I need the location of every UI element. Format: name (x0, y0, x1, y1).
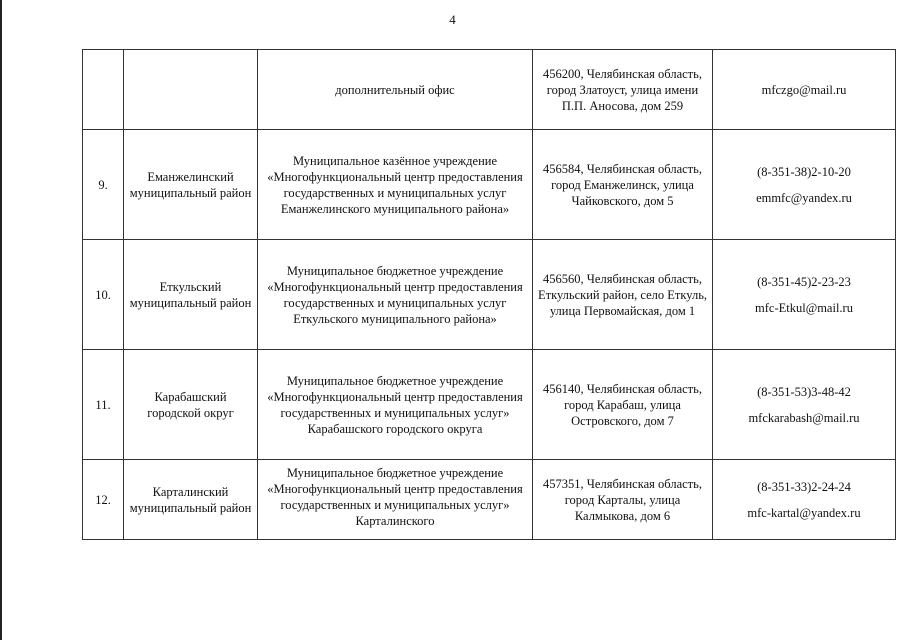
contacts-cell (713, 460, 896, 540)
phone-text: (8-351-45)2-23-23 (757, 274, 851, 289)
organization-cell: дополнительный офис (258, 50, 533, 130)
phone-text: (8-351-53)3-48-42 (757, 384, 851, 399)
phone-text: (8-351-33)2-24-24 (757, 479, 851, 494)
mfc-table (82, 49, 896, 540)
district-cell: Карталинский муниципальный район (124, 460, 258, 540)
contacts-cell (713, 130, 896, 240)
address-cell: 457351, Челябинская область, город Карталы, улица Калмыкова, дом 6 (533, 460, 713, 540)
email-text: mfckarabash@mail.ru (748, 410, 860, 425)
row-number: 10. (83, 240, 124, 350)
row-number: 9. (83, 130, 124, 240)
district-cell: Еткульский муниципальный район (124, 240, 258, 350)
table-row (83, 240, 896, 350)
row-number (83, 50, 124, 130)
district-cell: Еманжелинский муниципальный район (124, 130, 258, 240)
district-cell (124, 50, 258, 130)
email-text: emmfc@yandex.ru (756, 190, 852, 205)
address-cell: 456560, Челябинская область, Еткульский район, село Еткуль, улица Первомайская, дом 1 (533, 240, 713, 350)
row-number: 12. (83, 460, 124, 540)
phone-text: (8-351-38)2-10-20 (757, 164, 851, 179)
email-text: mfc-kartal@yandex.ru (747, 505, 861, 520)
organization-cell: Муниципальное казённое учреждение «Многофункциональный центр предоставления государственных и муниципальных услуг Еманжелинского муниципального района» (258, 130, 533, 240)
district-cell: Карабашский городской округ (124, 350, 258, 460)
email-text: mfc-Etkul@mail.ru (755, 300, 853, 315)
table-row (83, 350, 896, 460)
address-cell: 456200, Челябинская область, город Златоуст, улица имени П.П. Аносова, дом 259 (533, 50, 713, 130)
address-cell: 456584, Челябинская область, город Еманжелинск, улица Чайковского, дом 5 (533, 130, 713, 240)
organization-cell: Муниципальное бюджетное учреждение «Многофункциональный центр предоставления государственных и муниципальных услуг» Карталинского (258, 460, 533, 540)
table-row (83, 50, 896, 130)
contacts-cell (713, 50, 896, 130)
organization-cell: Муниципальное бюджетное учреждение «Многофункциональный центр предоставления государственных и муниципальных услуг» Карабашского городского округа (258, 350, 533, 460)
contacts-cell (713, 350, 896, 460)
contacts-cell (713, 240, 896, 350)
page-number: 4 (449, 12, 456, 27)
organization-cell: Муниципальное бюджетное учреждение «Многофункциональный центр предоставления государственных и муниципальных услуг Еткульского муниципального района» (258, 240, 533, 350)
address-cell: 456140, Челябинская область, город Карабаш, улица Островского, дом 7 (533, 350, 713, 460)
row-number: 11. (83, 350, 124, 460)
table-row (83, 130, 896, 240)
email-text: mfczgo@mail.ru (761, 82, 847, 97)
table-row (83, 460, 896, 540)
page-left-border (0, 0, 2, 640)
